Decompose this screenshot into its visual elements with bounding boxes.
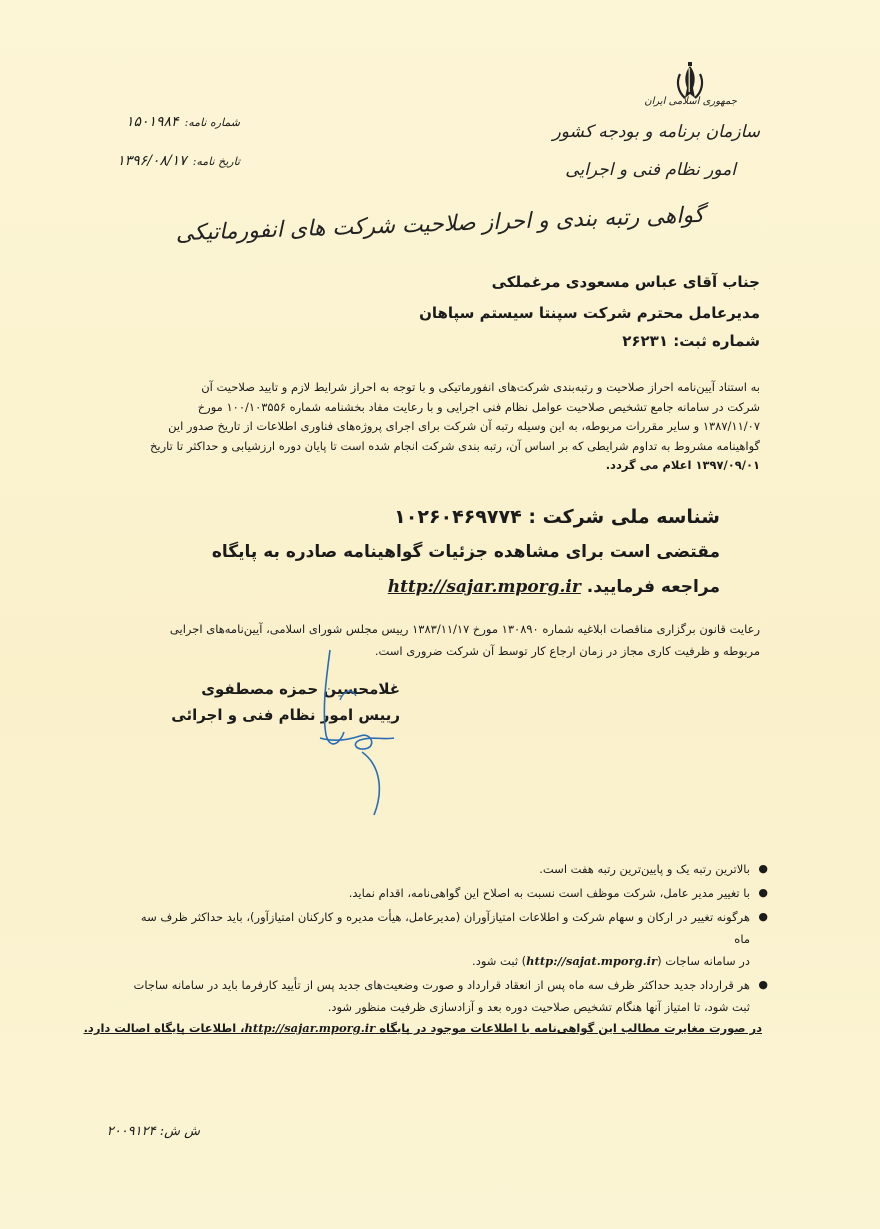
body-paragraph — [150, 378, 760, 476]
note-text-pre: در سامانه ساجات ( — [657, 954, 750, 968]
compliance-paragraph — [130, 618, 760, 662]
final-note-post: ، اطلاعات پایگاه اصالت دارد. — [83, 1021, 245, 1035]
notes-list — [128, 858, 768, 1020]
list-item — [128, 858, 768, 880]
bullet-icon: ● — [758, 910, 768, 923]
header-org: سازمان برنامه و بودجه کشور — [552, 122, 760, 142]
registration-number: شماره ثبت: ۲۶۲۳۱ — [622, 332, 760, 350]
note-text: هرگونه تغییر در ارکان و سهام شرکت و اطلاعات امتیازآوران (مدیرعامل، هیأت مدیره و کارکنان امتیازآور)، باید حداکثر ظرف سه ماه — [140, 910, 750, 946]
compliance-line: رعایت قانون برگزاری مناقصات ابلاغیه شماره ۱۳۰۸۹۰ مورخ ۱۳۸۳/۱۱/۱۷ رییس مجلس شورای اسلامی، آیین‌نامه‌های اجرایی — [169, 622, 760, 636]
note-text: با تغییر مدیر عامل، شرکت موظف است نسبت به اصلاح این گواهی‌نامه، اقدام نماید. — [348, 886, 750, 900]
sajat-link[interactable]: http://sajat.mporg.ir — [526, 954, 658, 968]
final-note-link[interactable]: http://sajar.mporg.ir — [244, 1021, 376, 1035]
final-note — [84, 1021, 762, 1035]
national-id — [394, 506, 720, 528]
letter-date-label: تاریخ نامه: — [192, 155, 240, 168]
letter-number-value: ۱۵۰۱۹۸۴ — [125, 114, 179, 130]
final-note-pre: در صورت مغایرت مطالب این گواهی‌نامه با اطلاعات موجود در پایگاه — [379, 1021, 762, 1035]
bullet-icon: ● — [758, 886, 768, 899]
national-id-label: شناسه ملی شرکت : — [528, 506, 720, 528]
note-text-post: ) ثبت شود. — [472, 954, 527, 968]
signer-title: رییس امور نظام فنی و اجرائی — [171, 706, 400, 724]
note-text: هر قرارداد جدید حداکثر ظرف سه ماه پس از انعقاد قرارداد و صورت وضعیت‌های جدید پس از تأیید کارفرما باید در سامانه ساجات — [133, 978, 750, 992]
note-text: بالاترین رتبه یک و پایین‌ترین رتبه هفت است. — [539, 862, 750, 876]
letter-date — [117, 153, 240, 169]
bullet-icon: ● — [758, 978, 768, 991]
serial-number: ش ش: ۲۰۰۹۱۲۴ — [106, 1124, 200, 1139]
body-line: ۱۳۹۷/۰۹/۰۱ اعلام می گردد. — [605, 458, 760, 473]
page-title: گواهی رتبه بندی و احراز صلاحیت شرکت های انفورماتیکی — [175, 202, 705, 247]
addressee-position: مدیرعامل محترم شرکت سپنتا سیستم سپاهان — [419, 304, 760, 322]
body-line: شرکت در سامانه جامع تشخیص صلاحیت عوامل نظام فنی اجرایی و با رعایت مفاد بخشنامه شماره ۱۰۰/۱۰۳۵۵۶ مورخ — [197, 399, 760, 414]
note-text-line2: ثبت شود، تا امتیاز آنها هنگام تشخیص صلاحیت دوره بعد و آزادسازی ظرفیت منظور شود. — [327, 1000, 750, 1014]
portal-note-suffix: مراجعه فرمایید. — [586, 577, 720, 597]
body-line: ۱۳۸۷/۱۱/۰۷ و سایر مقررات مربوطه، به این وسیله رتبه آن شرکت برای اجرای پروژه‌های فناوری اطلاعات از تاریخ صدور این — [168, 419, 760, 434]
bullet-icon: ● — [758, 862, 768, 875]
header-country: جمهوری اسلامی ایران — [644, 96, 737, 107]
header-dept: امور نظام فنی و اجرایی — [565, 160, 736, 180]
letter-date-value: ۱۳۹۶/۰۸/۱۷ — [117, 153, 187, 169]
addressee-name: جناب آقای عباس مسعودی مرغملکی — [491, 273, 760, 291]
body-line: به استناد آیین‌نامه احراز صلاحیت و رتبه‌بندی شرکت‌های انفورماتیکی و با توجه به احراز شرایط لازم و تایید صلاحیت آن — [201, 380, 760, 394]
signer-name: غلامحسین حمزه مصطفوی — [201, 680, 400, 698]
letter-number-label: شماره نامه: — [184, 116, 240, 129]
portal-link[interactable]: http://sajar.mporg.ir — [387, 577, 581, 597]
national-id-value: ۱۰۲۶۰۴۶۹۷۷۴ — [394, 506, 522, 528]
list-item — [128, 906, 768, 972]
compliance-line: مربوطه و ظرفیت کاری مجاز در زمان ارجاع کار توسط آن شرکت ضروری است. — [374, 644, 760, 658]
list-item — [128, 974, 768, 1018]
body-line: گواهینامه مشروط به تداوم شرایطی که بر اساس آن، رتبه بندی شرکت انجام شده است تا پایان دوره ارزشیابی و حداکثر تا تاریخ — [150, 438, 760, 453]
letter-number — [126, 114, 240, 130]
note-text-line2 — [128, 950, 750, 972]
list-item — [128, 882, 768, 904]
portal-note-line1: مقتضی است برای مشاهده جزئیات گواهینامه صادره به پایگاه — [211, 542, 720, 562]
signature — [300, 640, 420, 830]
portal-note-line2 — [388, 577, 720, 597]
